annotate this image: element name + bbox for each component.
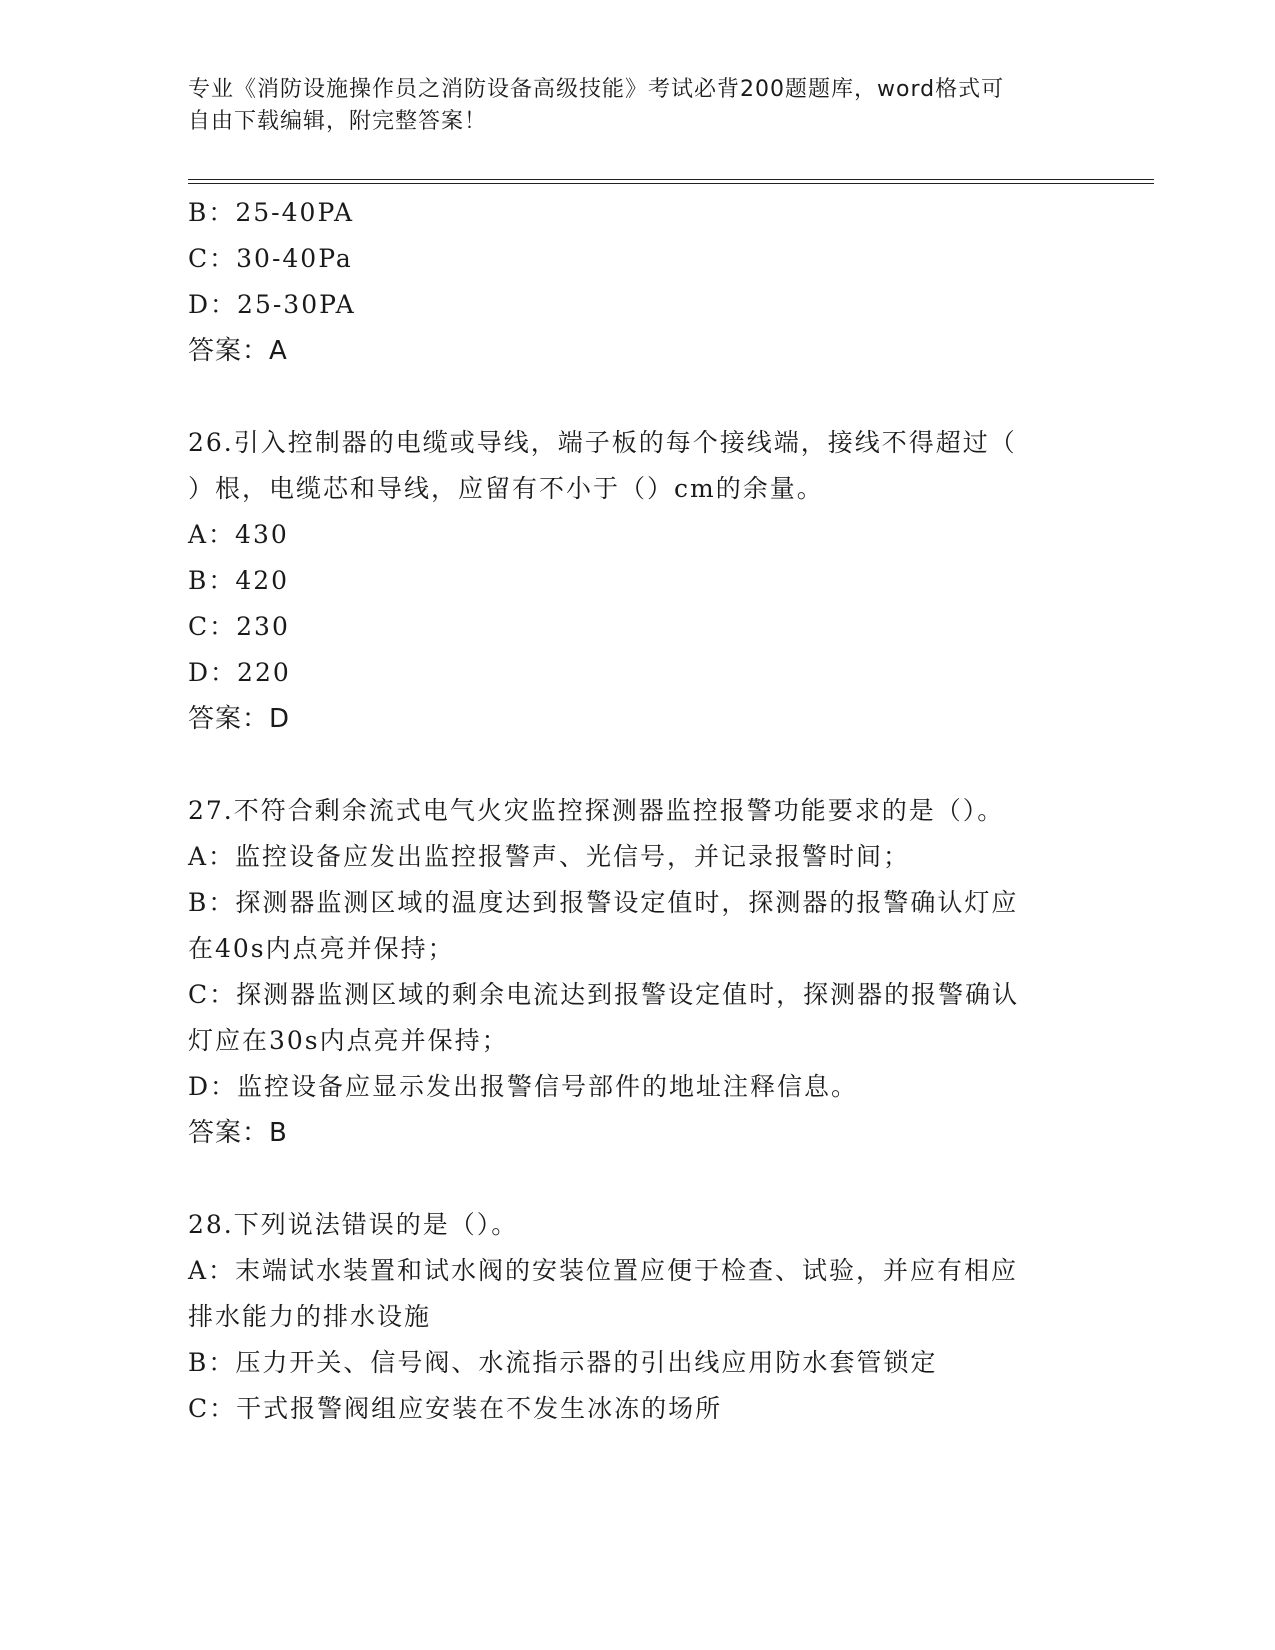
question-stem: 26.引入控制器的电缆或导线，端子板的每个接线端，接线不得超过（	[188, 428, 1017, 457]
option-a: A：430	[188, 520, 289, 549]
option-b: B：压力开关、信号阀、水流指示器的引出线应用防水套管锁定	[188, 1348, 938, 1377]
option-c: C：探测器监测区域的剩余电流达到报警设定值时，探测器的报警确认	[188, 980, 1020, 1009]
question-stem-continued: ）根，电缆芯和导线，应留有不小于（）cm的余量。	[188, 474, 824, 503]
option-a: A：监控设备应发出监控报警声、光信号，并记录报警时间；	[188, 842, 911, 871]
answer: 答案：B	[188, 1118, 288, 1148]
page-header	[188, 74, 1088, 138]
spacer	[188, 374, 1088, 420]
header-title-line-1: 专业《消防设施操作员之消防设备高级技能》考试必背200题题库，word格式可	[188, 77, 1005, 102]
option-b: B：探测器监测区域的温度达到报警设定值时，探测器的报警确认灯应	[188, 888, 1019, 917]
answer: 答案：D	[188, 704, 291, 734]
question-stem: 28.下列说法错误的是（）。	[188, 1210, 519, 1239]
question-content	[188, 190, 1088, 1432]
option-b-continued: 在40s内点亮并保持；	[188, 934, 455, 963]
option-c-continued: 灯应在30s内点亮并保持；	[188, 1026, 509, 1055]
option-d: D：监控设备应显示发出报警信号部件的地址注释信息。	[188, 1072, 859, 1101]
option-d: D：25-30PA	[188, 290, 356, 319]
option-a-continued: 排水能力的排水设施	[188, 1302, 432, 1331]
option-a: A：末端试水装置和试水阀的安装位置应便于检查、试验，并应有相应	[188, 1256, 1019, 1285]
header-title-line-2: 自由下载编辑，附完整答案！	[188, 109, 488, 134]
header-divider	[188, 179, 1154, 184]
question-28	[188, 1202, 1088, 1432]
option-c: C：干式报警阀组应安装在不发生冰冻的场所	[188, 1394, 723, 1423]
question-25	[188, 190, 1088, 374]
spacer	[188, 1156, 1088, 1202]
question-27	[188, 788, 1088, 1156]
option-c: C：230	[188, 612, 290, 641]
option-d: D：220	[188, 658, 291, 687]
question-stem: 27.不符合剩余流式电气火灾监控探测器监控报警功能要求的是（）。	[188, 796, 1005, 825]
spacer	[188, 742, 1088, 788]
option-b: B：25-40PA	[188, 198, 355, 227]
option-b: B：420	[188, 566, 290, 595]
option-c: C：30-40Pa	[188, 244, 353, 273]
question-26	[188, 420, 1088, 742]
answer: 答案：A	[188, 336, 288, 366]
